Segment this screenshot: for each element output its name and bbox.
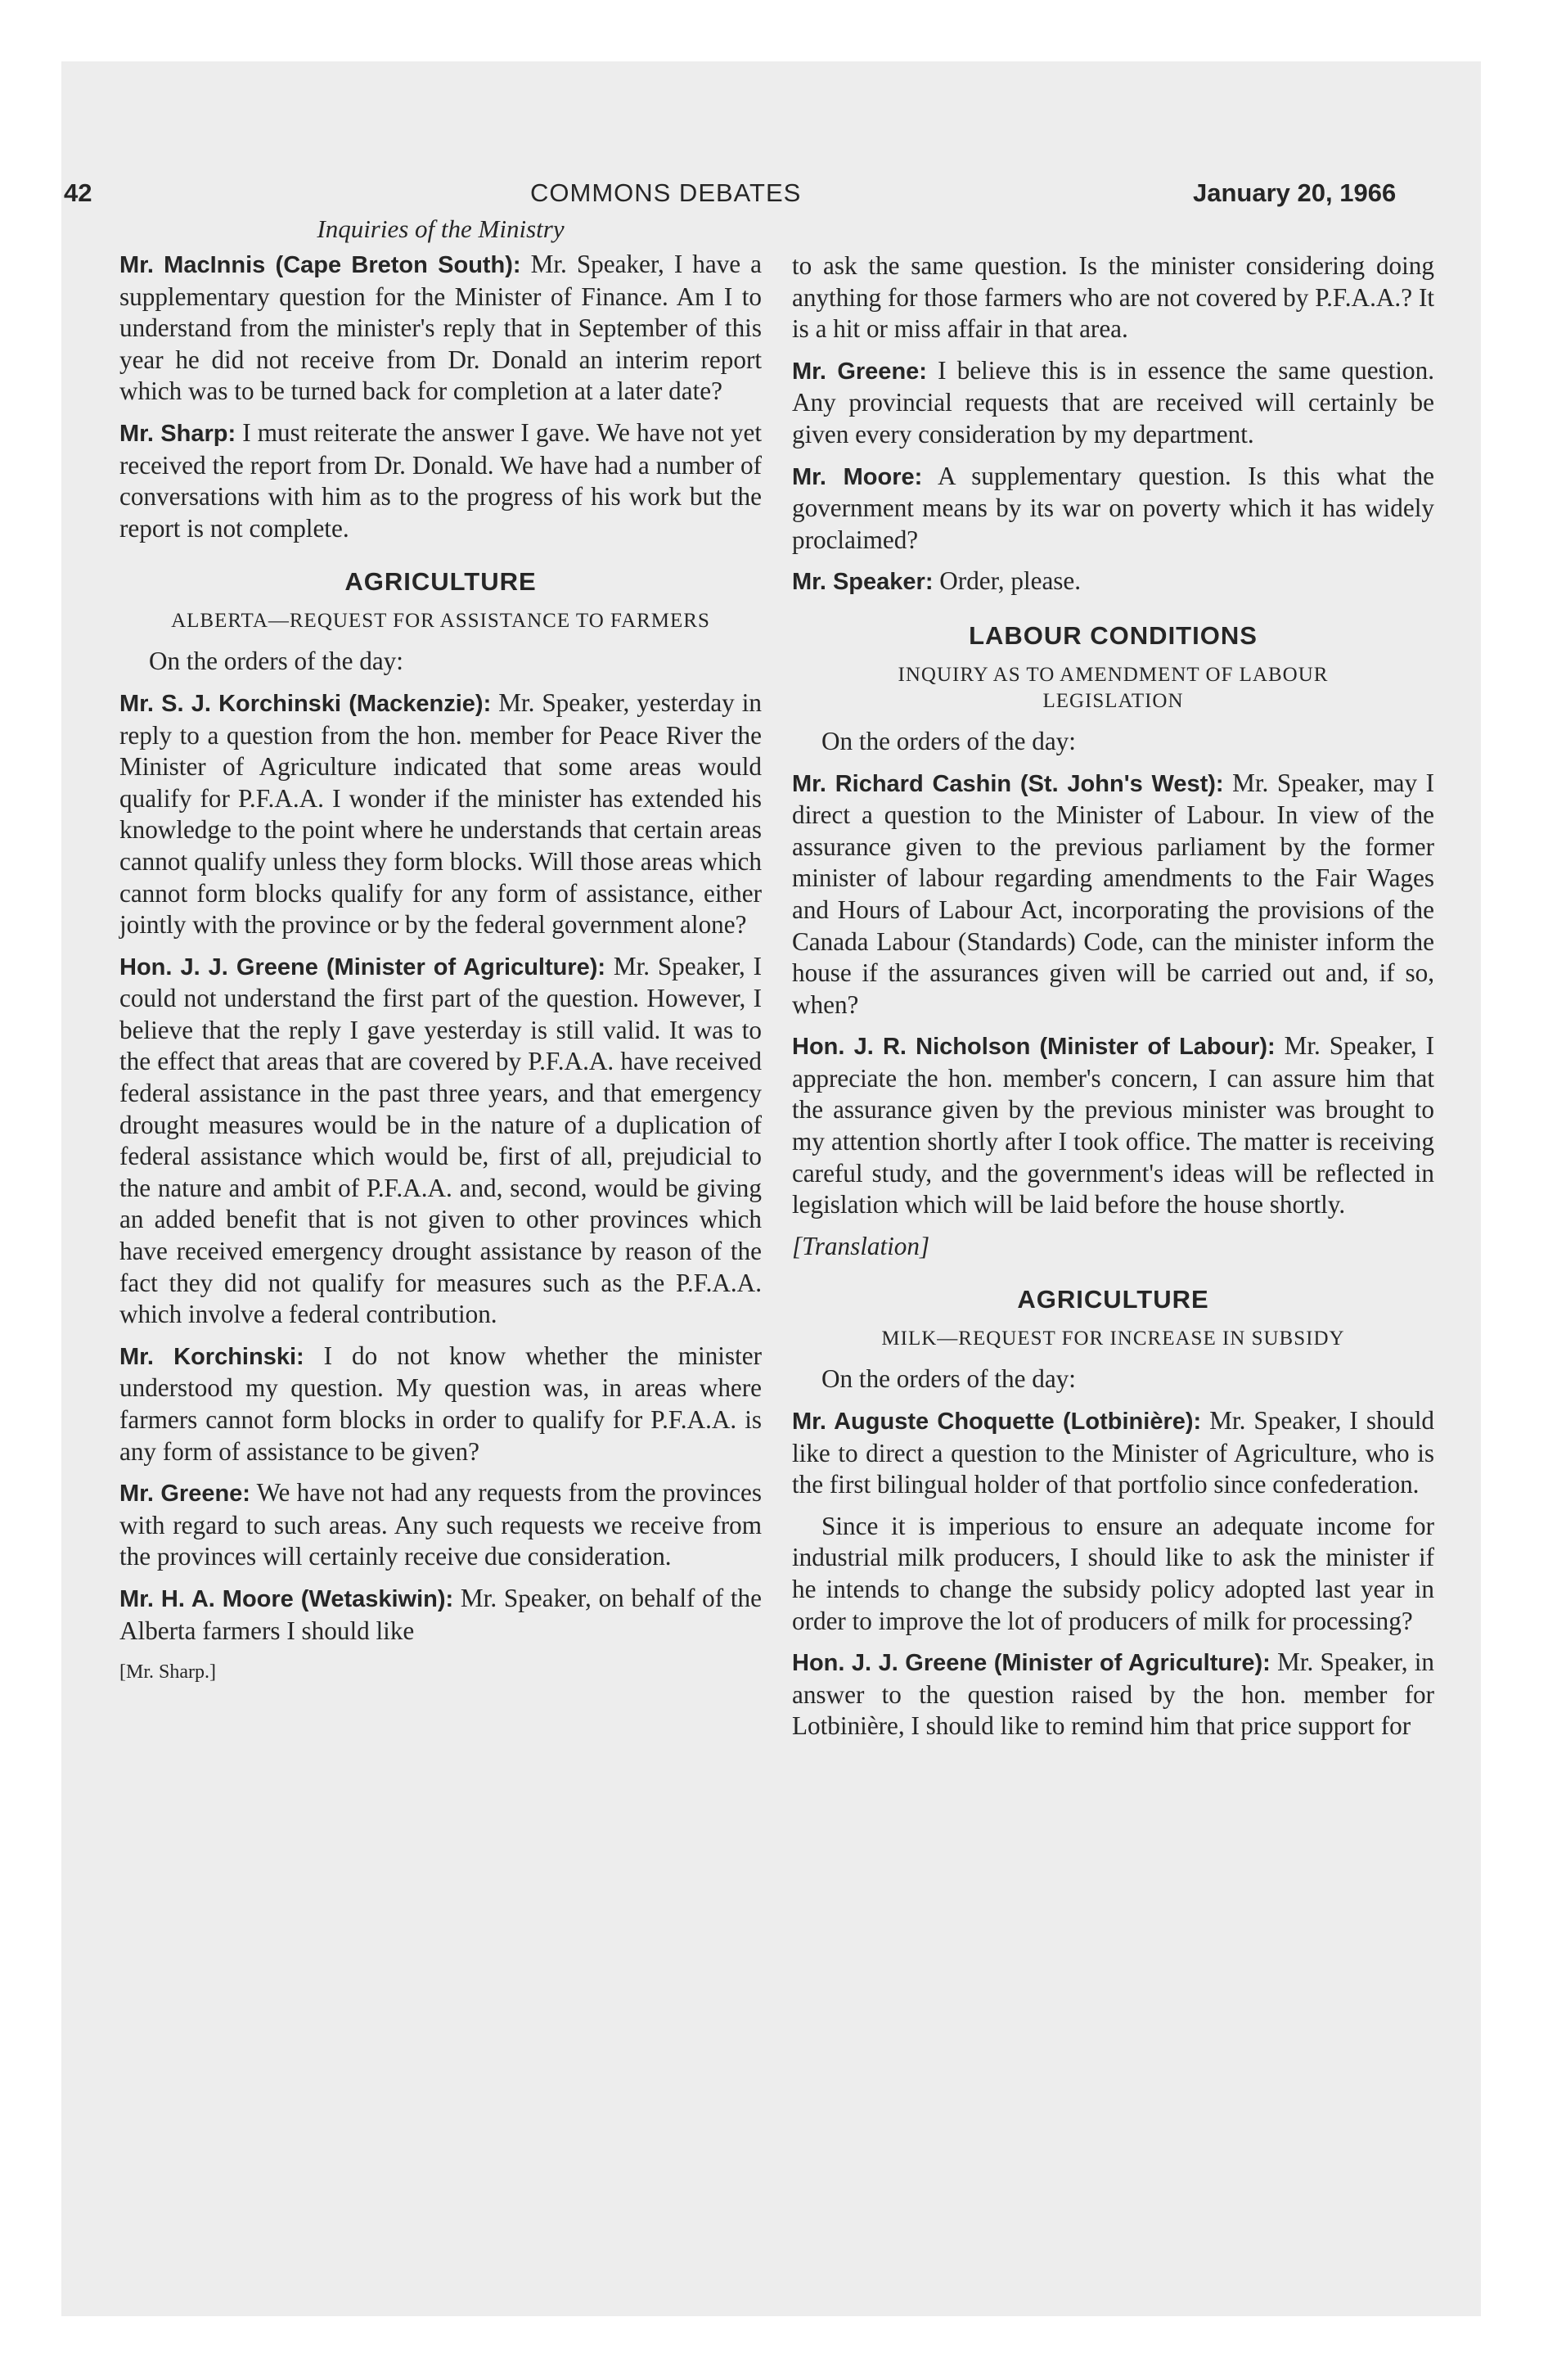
paragraph bbox=[119, 951, 762, 1331]
speaker-name: Hon. J. R. Nicholson (Minister of Labour): bbox=[792, 1034, 1276, 1061]
speaker-name: Mr. MacInnis (Cape Breton South): bbox=[119, 252, 521, 278]
paragraph-text: Mr. Speaker, I appreciate the hon. member's concern, I can assure him that the assurance given by the previous minister was brought to my attention shortly after I took office. The matter is receiving careful study, and the government's ideas will be reflected in legislation which will be laid before the house shortly. bbox=[792, 1031, 1434, 1219]
subsection-heading: INQUIRY AS TO AMENDMENT OF LABOUR LEGISLATION bbox=[898, 663, 1329, 712]
paragraph-text: We have not had any requests from the provinces with regard to such areas. Any such requests we receive from the provinces will certainly receive due consideration. bbox=[119, 1478, 762, 1571]
paragraph-text: Mr. Speaker, I have a supplementary question for the Minister of Finance. Am I to understand from the minister's reply that in September of this year he did not receive from Dr. Donald an interim report which was to be turned back for completion at a later date? bbox=[119, 250, 762, 406]
speaker-name: Mr. Moore: bbox=[792, 463, 923, 490]
paragraph-text: Mr. Speaker, on behalf of the Alberta farmers I should like bbox=[119, 1583, 762, 1645]
translation-note: [Translation] bbox=[792, 1231, 930, 1260]
paragraph-text: I do not know whether the minister understood my question. My question was, in areas where farmers cannot form blocks in order to qualify for P.F.A.A. is any form of assistance to be given? bbox=[119, 1341, 762, 1466]
publication-date: January 20, 1966 bbox=[1193, 178, 1397, 207]
paragraph bbox=[119, 687, 762, 941]
publication-title: COMMONS DEBATES bbox=[530, 178, 802, 207]
paragraph-text: Mr. Speaker, may I direct a question to the Minister of Labour. In view of the assurance given to the previous parliament by the former minister of labour regarding amendments to the Fair Wages and Hours of Labour Act, incorporating the provisions of the Canada Labour (Standards) Code, can the minister inform the house if the assurances given will be carried out and, if so, when? bbox=[792, 768, 1434, 1019]
paragraph bbox=[119, 1477, 762, 1573]
paragraph-text: Mr. Speaker, yesterday in reply to a question from the hon. member for Peace River the Minister of Agriculture indicated that some areas would qualify for P.F.A.A. I wonder if the minister has extended his knowledge to the point where he understands that certain areas cannot qualify unless they form blocks. Will those areas which cannot form blocks qualify for any form of assistance, either jointly with the province or by the federal government alone? bbox=[119, 687, 762, 940]
paragraph-text: Mr. Speaker, in answer to the question raised by the hon. member for Lotbinière, I should like to remind him that price support for bbox=[792, 1648, 1434, 1741]
paragraph-text: Order, please. bbox=[933, 566, 1082, 596]
orders-of-day: On the orders of the day: bbox=[821, 726, 1076, 755]
paragraph-text: Mr. Speaker, I should like to direct a question to the Minister of Agriculture, who is the first bilingual holder of that portfolio since confederation. bbox=[792, 1406, 1435, 1499]
speaker-name: Mr. Richard Cashin (St. John's West): bbox=[792, 770, 1224, 797]
paragraph-text: to ask the same question. Is the minister considering doing anything for those farmers who are not covered by P.F.A.A.? It is a hit or miss affair in that area. bbox=[792, 251, 1434, 344]
speaker-name: Mr. H. A. Moore (Wetaskiwin): bbox=[119, 1585, 454, 1612]
left-column bbox=[119, 214, 762, 1698]
paragraph bbox=[119, 249, 762, 408]
speaker-name: Mr. Korchinski: bbox=[119, 1343, 304, 1370]
paragraph bbox=[792, 1647, 1434, 1742]
speaker-name: Mr. Greene: bbox=[119, 1481, 250, 1508]
speaker-name: Mr. Speaker: bbox=[792, 569, 934, 596]
subsection-heading: MILK—REQUEST FOR INCREASE IN SUBSIDY bbox=[881, 1327, 1345, 1350]
paragraph-text: I believe this is in essence the same question. Any provincial requests that are received will certainly be given every consideration by my department. bbox=[792, 355, 1435, 449]
paragraph bbox=[792, 768, 1434, 1021]
section-heading: AGRICULTURE bbox=[344, 567, 537, 597]
paragraph bbox=[792, 1405, 1434, 1501]
page-number: 42 bbox=[64, 178, 92, 207]
section-heading: LABOUR CONDITIONS bbox=[969, 620, 1258, 650]
speaker-name: Hon. J. J. Greene (Minister of Agriculture): bbox=[119, 953, 606, 980]
running-subheading: Inquiries of the Ministry bbox=[317, 214, 565, 243]
speaker-name: Hon. J. J. Greene (Minister of Agriculture): bbox=[792, 1650, 1271, 1677]
paragraph bbox=[119, 417, 762, 544]
orders-of-day: On the orders of the day: bbox=[821, 1364, 1076, 1394]
footer-reference: [Mr. Sharp.] bbox=[119, 1661, 216, 1684]
paragraph bbox=[792, 1030, 1434, 1221]
speaker-name: Mr. Sharp: bbox=[119, 420, 236, 447]
right-column bbox=[792, 214, 1434, 1752]
paragraph-text: A supplementary question. Is this what the government means by its war on poverty which it has widely proclaimed? bbox=[792, 461, 1434, 554]
subsection-heading: ALBERTA—REQUEST FOR ASSISTANCE TO FARMERS bbox=[171, 610, 710, 633]
orders-of-day: On the orders of the day: bbox=[149, 647, 403, 676]
paragraph bbox=[792, 250, 1434, 345]
section-heading: AGRICULTURE bbox=[1017, 1285, 1209, 1314]
paragraph bbox=[792, 1511, 1434, 1637]
paragraph bbox=[792, 566, 1434, 598]
paragraph bbox=[119, 1583, 762, 1647]
paragraph bbox=[119, 1341, 762, 1467]
paragraph-text: I must reiterate the answer I gave. We have not yet received the report from Dr. Donald. We have had a number of conversations with him as to the progress of his work but the report is not complete. bbox=[119, 417, 762, 543]
paragraph-text: Since it is imperious to ensure an adequate income for industrial milk producers, I should like to ask the minister if he intends to change the subsidy policy adopted last year in order to improve the lot of producers of milk for processing? bbox=[792, 1511, 1434, 1635]
paragraph bbox=[792, 461, 1434, 557]
paragraph bbox=[792, 355, 1434, 451]
paragraph-text: Mr. Speaker, I could not understand the first part of the question. However, I believe that the reply I gave yesterday is still valid. It was to the effect that areas that are covered by P.F.A.A. have received federal assistance in the past three years, and that emergency drought measures would be in the nature of a duplication of federal assistance which would be, first of all, prejudicial to the nature and ambit of P.F.A.A. and, second, would be giving an added benefit that is not given to other provinces which have received emergency drought assistance by reason of the fact they did not qualify for measures such as the P.F.A.A. which involve a federal contribution. bbox=[119, 951, 762, 1329]
speaker-name: Mr. Greene: bbox=[792, 358, 927, 385]
speaker-name: Mr. S. J. Korchinski (Mackenzie): bbox=[119, 690, 492, 717]
speaker-name: Mr. Auguste Choquette (Lotbinière): bbox=[792, 1409, 1202, 1436]
